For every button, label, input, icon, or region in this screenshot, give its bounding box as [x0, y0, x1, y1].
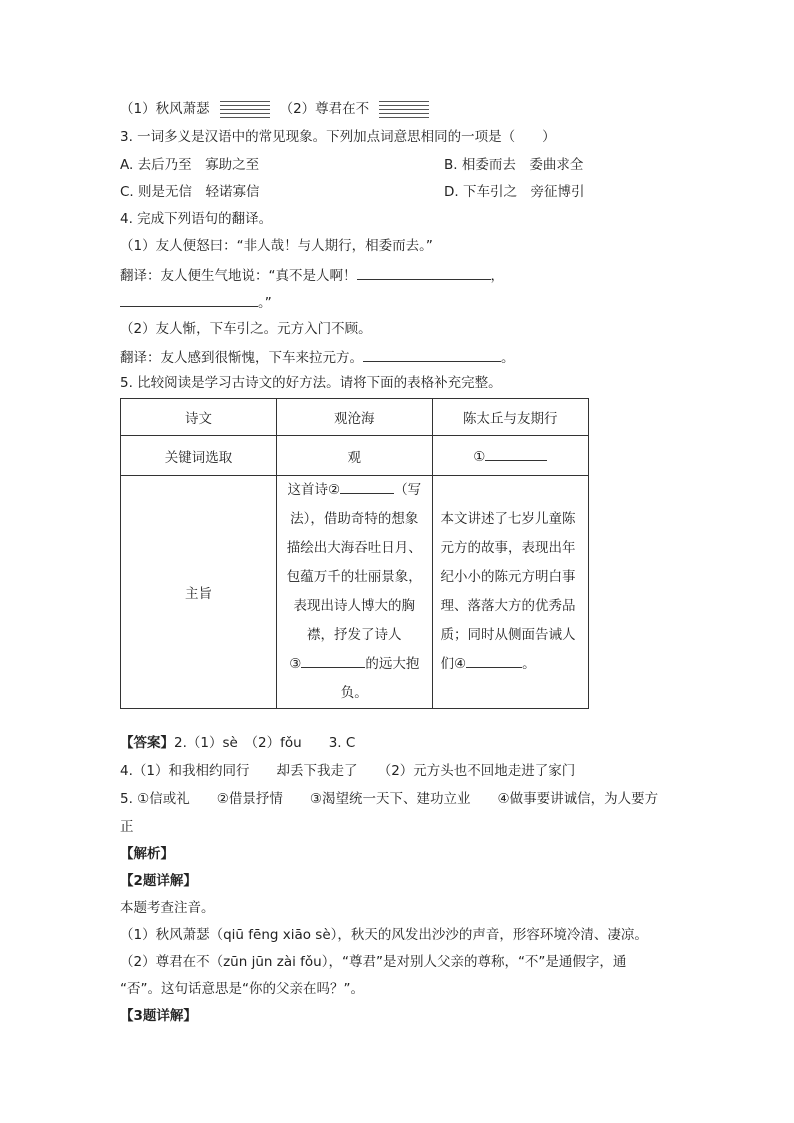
- poem-theme-a: 这首诗②: [287, 482, 341, 498]
- analysis-paragraph: “否”。这句话意思是“你的父亲在吗？”。: [120, 981, 364, 997]
- q4-stem: 4. 完成下列语句的翻译。: [120, 211, 273, 227]
- q4-t1-blank-b[interactable]: [120, 292, 258, 307]
- table-row: [121, 476, 589, 709]
- table-cell: 关键词选取: [121, 436, 277, 476]
- q3-detail-label: 【3题详解】: [120, 1008, 197, 1024]
- table-cell: 主旨: [121, 476, 277, 709]
- table-header-cell: 陈太丘与友期行: [432, 399, 588, 436]
- story-theme-a: 们④: [440, 656, 467, 672]
- analysis-paragraph: （1）秋风萧瑟（qiū fēng xiāo sè），秋天的风发出沙沙的声音，形容环境冷清、凄凉。: [120, 927, 648, 943]
- q4-t2-prefix: 翻译：友人感到很惭愧，下车来拉元方。: [120, 350, 363, 366]
- pinyin-grid-1: [220, 98, 270, 120]
- q4-t2-blank[interactable]: [363, 347, 501, 362]
- blank-marker-1: ①: [473, 449, 486, 465]
- answer-text-1: 2.（1）sè （2）fǒu 3. C: [174, 735, 356, 751]
- poem-theme-line: 描绘出大海吞吐日月、: [286, 540, 422, 556]
- q4-t1-end: 。”: [258, 295, 272, 311]
- theme-cell-story: [432, 476, 588, 709]
- pinyin-grid-2: [379, 98, 429, 120]
- q3-stem: 3. 一词多义是汉语中的常见现象。下列加点词意思相同的一项是（ ）: [120, 129, 556, 145]
- q2-answer-line: [120, 98, 439, 120]
- answer-label: 【答案】: [120, 735, 174, 751]
- q4-translation-1: [120, 265, 504, 285]
- table-row: [121, 436, 589, 476]
- q4-translation-2: [120, 347, 515, 367]
- poem-theme-d: 的远大抱: [365, 656, 420, 672]
- story-theme-line: 纪小小的陈元方明白事: [440, 569, 576, 585]
- table-cell-blank-1: [432, 436, 588, 476]
- blank-3[interactable]: [301, 653, 365, 668]
- answer-line-3: 5. ①信或礼 ②借景抒情 ③渴望统一天下、建功立业 ④做事要讲诚信，为人要方: [120, 791, 659, 807]
- poem-theme-e: 负。: [340, 685, 368, 701]
- story-theme-line: 理、落落大方的优秀品: [440, 598, 576, 614]
- poem-theme-line: 表现出诗人博大的胸: [293, 598, 416, 614]
- blank-1[interactable]: [485, 446, 547, 461]
- analysis-paragraph: （2）尊君在不（zūn jūn zài fǒu），“尊君”是对别人父亲的尊称，“不”是通假字，通: [120, 954, 627, 970]
- poem-theme-line: 襟，抒发了诗人: [307, 627, 402, 643]
- story-theme-text: [433, 505, 588, 679]
- table-header-cell: 观沧海: [277, 399, 433, 436]
- q4-sentence-2: （2）友人惭，下车引之。元方入门不顾。: [120, 321, 372, 337]
- q5-stem: 5. 比较阅读是学习古诗文的好方法。请将下面的表格补充完整。: [120, 375, 502, 391]
- answer-line-1: [120, 734, 355, 752]
- q3-option-d: D. 下车引之 旁征博引: [444, 184, 585, 200]
- poem-theme-text: [277, 476, 432, 708]
- q4-translation-1-cont: [120, 292, 272, 312]
- q4-t1-blank-a[interactable]: [357, 265, 491, 280]
- blank-2[interactable]: [340, 479, 394, 494]
- poem-theme-c: ③: [289, 656, 302, 672]
- analysis-label: 【解析】: [120, 846, 174, 862]
- q3-option-b: B. 相委而去 委曲求全: [444, 157, 584, 173]
- q3-option-c: C. 则是无信 轻诺寡信: [120, 184, 260, 200]
- comparison-table: [120, 398, 589, 709]
- answer-line-2: 4.（1）和我相约同行 却丢下我走了 （2）元方头也不回地走进了家门: [120, 763, 576, 779]
- q4-t2-end: 。: [501, 350, 515, 366]
- q4-t1-prefix: 翻译：友人便生气地说：“真不是人啊！: [120, 268, 357, 284]
- q2-item-1: （1）秋风萧瑟: [120, 101, 210, 117]
- table-cell: 观: [277, 436, 433, 476]
- story-theme-line: 本文讲述了七岁儿童陈: [440, 511, 576, 527]
- table-row: [121, 399, 589, 436]
- poem-theme-line: 法），借助奇特的想象: [290, 511, 419, 527]
- poem-theme-line: 包蕴万千的壮丽景象，: [286, 569, 422, 585]
- story-theme-line: 质；同时从侧面告诫人: [440, 627, 576, 643]
- q3-option-a: A. 去后乃至 寡助之至: [120, 157, 260, 173]
- q4-t1-comma: ，: [490, 268, 504, 284]
- story-theme-line: 元方的故事，表现出年: [440, 540, 576, 556]
- analysis-paragraph: 本题考查注音。: [120, 900, 215, 916]
- q4-sentence-1: （1）友人便怒曰：“非人哉！与人期行，相委而去。”: [120, 238, 433, 254]
- poem-theme-b: （写: [394, 482, 422, 498]
- answer-line-4: 正: [120, 819, 134, 835]
- q2-item-2: （2）尊君在不: [279, 101, 370, 117]
- story-theme-b: 。: [522, 656, 536, 672]
- blank-4[interactable]: [466, 653, 522, 668]
- q2-detail-label: 【2题详解】: [120, 873, 197, 889]
- table-header-cell: 诗文: [121, 399, 277, 436]
- theme-cell-poem: [277, 476, 433, 709]
